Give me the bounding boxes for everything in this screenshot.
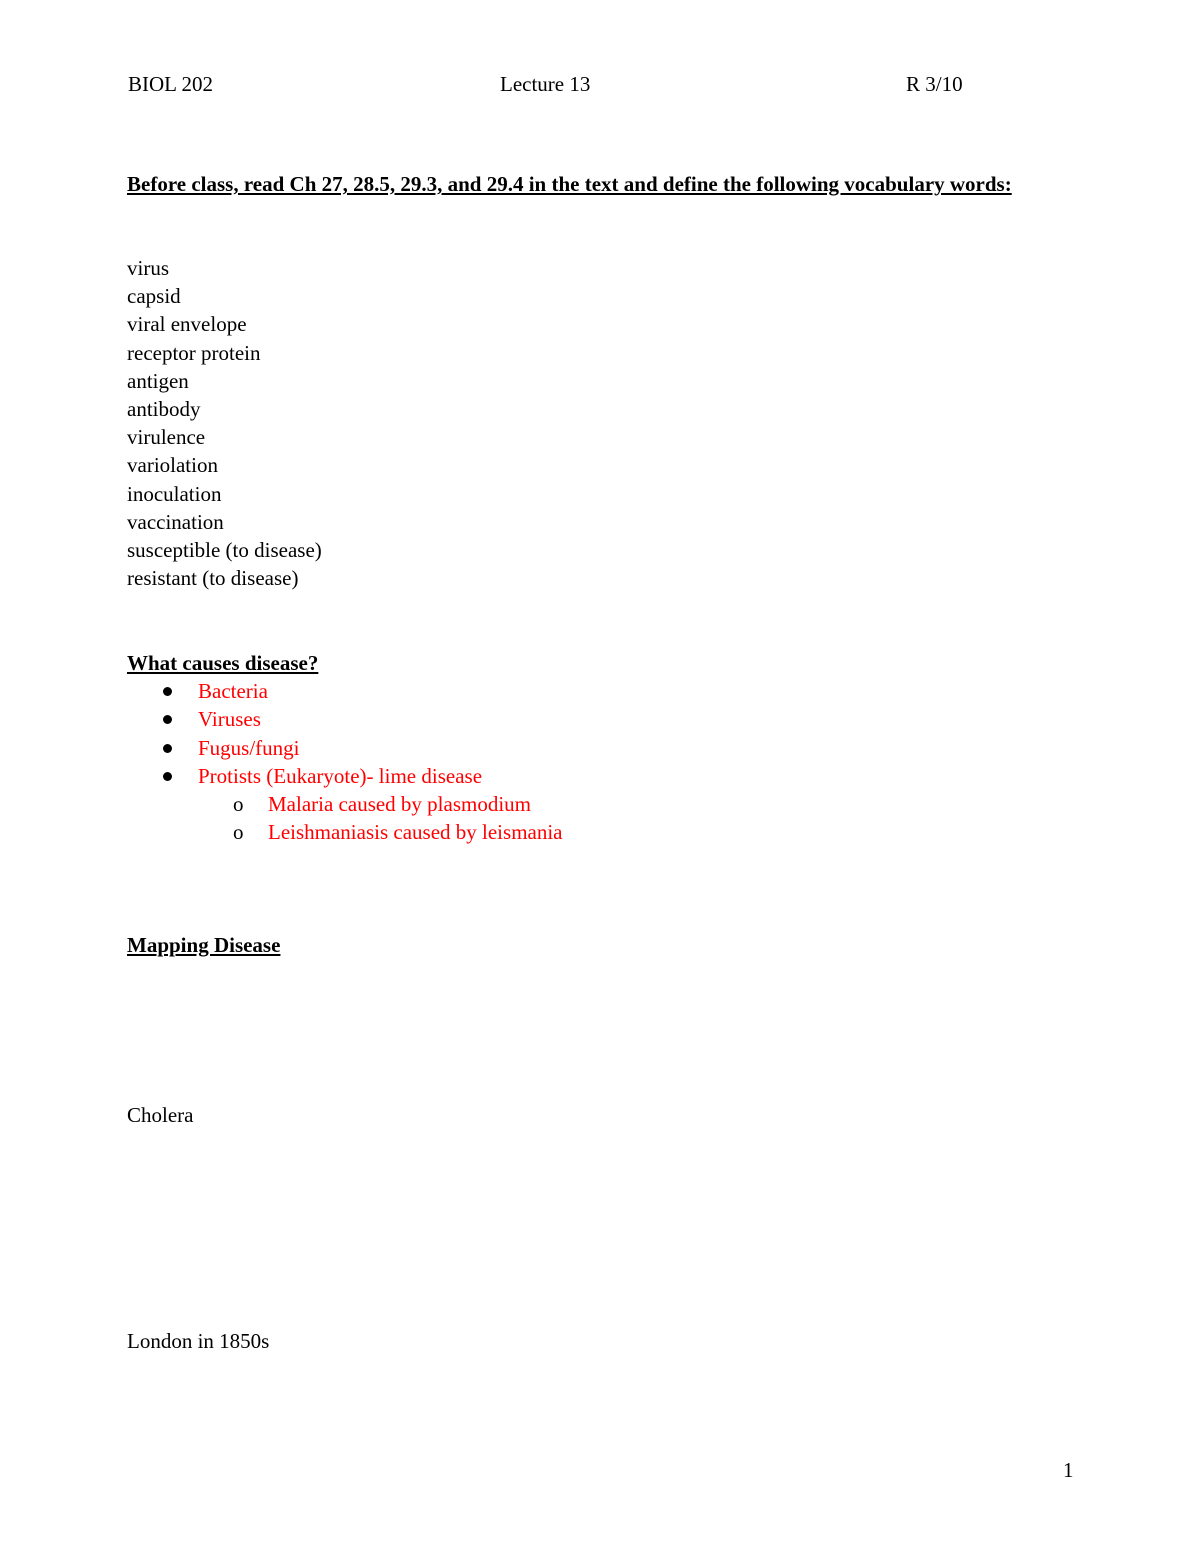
vocab-item: virulence bbox=[127, 425, 206, 450]
list-item bbox=[127, 790, 563, 818]
cause-text: Fugus/fungi bbox=[198, 735, 300, 760]
cause-subtext: Malaria caused by plasmodium bbox=[268, 792, 532, 817]
list-item bbox=[127, 705, 563, 733]
cholera-label: Cholera bbox=[127, 1103, 194, 1127]
cause-text: Protists (Eukaryote)- lime disease bbox=[198, 763, 483, 788]
vocabulary-list bbox=[127, 254, 322, 592]
vocab-item: antibody bbox=[127, 396, 201, 421]
circle-bullet-icon: o bbox=[233, 792, 244, 817]
vocab-item: resistant (to disease) bbox=[127, 566, 299, 591]
list-item bbox=[127, 762, 563, 790]
vocab-item: inoculation bbox=[127, 481, 222, 506]
page-number: 1 bbox=[1063, 1458, 1074, 1482]
circle-bullet-icon: o bbox=[233, 820, 244, 845]
bullet-icon bbox=[163, 687, 172, 696]
vocab-item: receptor protein bbox=[127, 340, 261, 365]
vocab-item: viral envelope bbox=[127, 312, 247, 337]
reading-instructions: Before class, read Ch 27, 28.5, 29.3, and 29.4 in the text and define the following vocabulary words: bbox=[127, 172, 1012, 196]
lecture-title: Lecture 13 bbox=[500, 72, 591, 96]
vocab-item: variolation bbox=[127, 453, 218, 478]
lecture-date: R 3/10 bbox=[906, 72, 963, 96]
list-item bbox=[127, 677, 563, 705]
vocab-item: vaccination bbox=[127, 509, 224, 534]
bullet-icon bbox=[163, 715, 172, 724]
list-item bbox=[127, 818, 563, 846]
vocab-item: capsid bbox=[127, 284, 181, 309]
bullet-icon bbox=[163, 772, 172, 781]
causes-list bbox=[127, 677, 563, 847]
cause-text: Bacteria bbox=[198, 679, 268, 703]
vocab-item: virus bbox=[127, 256, 169, 280]
london-label: London in 1850s bbox=[127, 1329, 270, 1353]
vocab-item: susceptible (to disease) bbox=[127, 537, 322, 562]
cause-text: Viruses bbox=[198, 707, 261, 732]
vocab-item: antigen bbox=[127, 368, 189, 393]
course-code: BIOL 202 bbox=[128, 72, 213, 96]
list-item bbox=[127, 734, 563, 762]
mapping-heading: Mapping Disease bbox=[127, 933, 281, 957]
bullet-icon bbox=[163, 744, 172, 753]
causes-heading: What causes disease? bbox=[127, 651, 319, 675]
cause-subtext: Leishmaniasis caused by leismania bbox=[268, 820, 563, 845]
